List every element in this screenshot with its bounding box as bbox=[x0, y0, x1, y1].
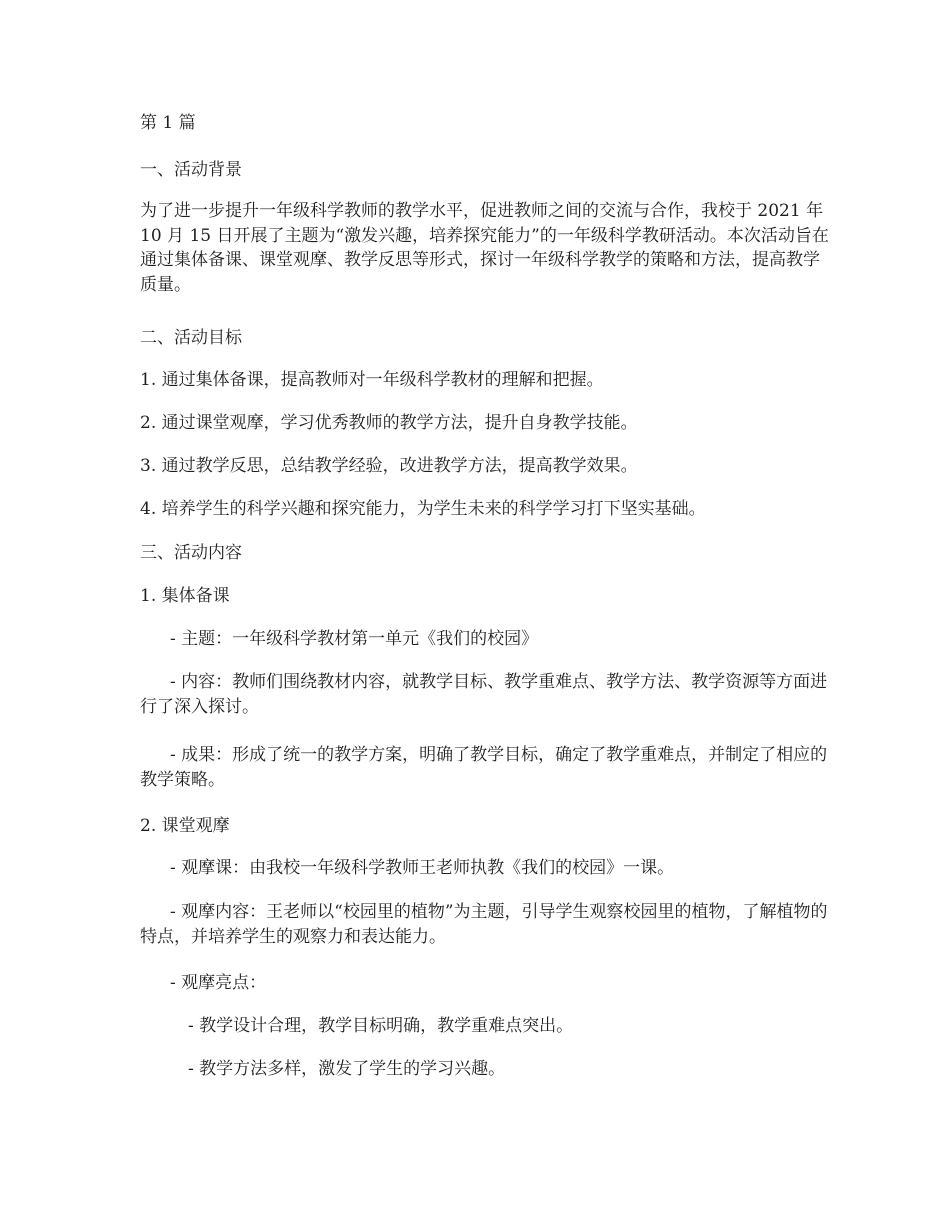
goal-item-1: 1. 通过集体备课，提高教师对一年级科学教材的理解和把握。 bbox=[140, 370, 604, 390]
lesson-prep-topic: - 主题：一年级科学教材第一单元《我们的校园》 bbox=[170, 629, 539, 649]
highlight-item-1: - 教学设计合理，教学目标明确，教学重难点突出。 bbox=[188, 1016, 574, 1036]
background-paragraph: 为了进一步提升一年级科学教师的教学水平，促进教师之间的交流与合作，我校于 2021 年 10 月 15 日开展了主题为“激发兴趣，培养探究能力”的一年级科学教研活动。本次活动旨在通过集体备课、课堂观摩、教学反思等形式，探讨一年级科学教学的策略和方法，提高教学质量。 bbox=[140, 201, 829, 295]
lesson-prep-content: - 内容：教师们围绕教材内容，就教学目标、教学重难点、教学方法、教学资源等方面进行了深入探讨。 bbox=[140, 672, 828, 717]
subsection-title-lesson-prep: 1. 集体备课 bbox=[140, 586, 230, 606]
observation-lesson: - 观摩课：由我校一年级科学教师王老师执教《我们的校园》一课。 bbox=[170, 858, 675, 878]
subsection-title-observation: 2. 课堂观摩 bbox=[140, 816, 230, 836]
section-heading-background: 一、活动背景 bbox=[140, 160, 242, 180]
highlight-item-2: - 教学方法多样，激发了学生的学习兴趣。 bbox=[188, 1059, 506, 1079]
observation-content: - 观摩内容：王老师以“校园里的植物”为主题，引导学生观察校园里的植物，了解植物的特点，并培养学生的观察力和表达能力。 bbox=[140, 902, 828, 947]
goal-item-3: 3. 通过教学反思，总结教学经验，改进教学方法，提高教学效果。 bbox=[140, 456, 638, 476]
section-heading-content: 三、活动内容 bbox=[140, 543, 242, 563]
page-title: 第 1 篇 bbox=[140, 113, 196, 133]
goal-item-2: 2. 通过课堂观摩，学习优秀教师的教学方法，提升自身教学技能。 bbox=[140, 413, 638, 433]
observation-highlights-label: - 观摩亮点： bbox=[170, 973, 267, 993]
section-heading-goals: 二、活动目标 bbox=[140, 328, 242, 348]
lesson-prep-result: - 成果：形成了统一的教学方案，明确了教学目标，确定了教学重难点，并制定了相应的教学策略。 bbox=[140, 745, 828, 790]
goal-item-4: 4. 培养学生的科学兴趣和探究能力，为学生未来的科学学习打下坚实基础。 bbox=[140, 499, 706, 519]
